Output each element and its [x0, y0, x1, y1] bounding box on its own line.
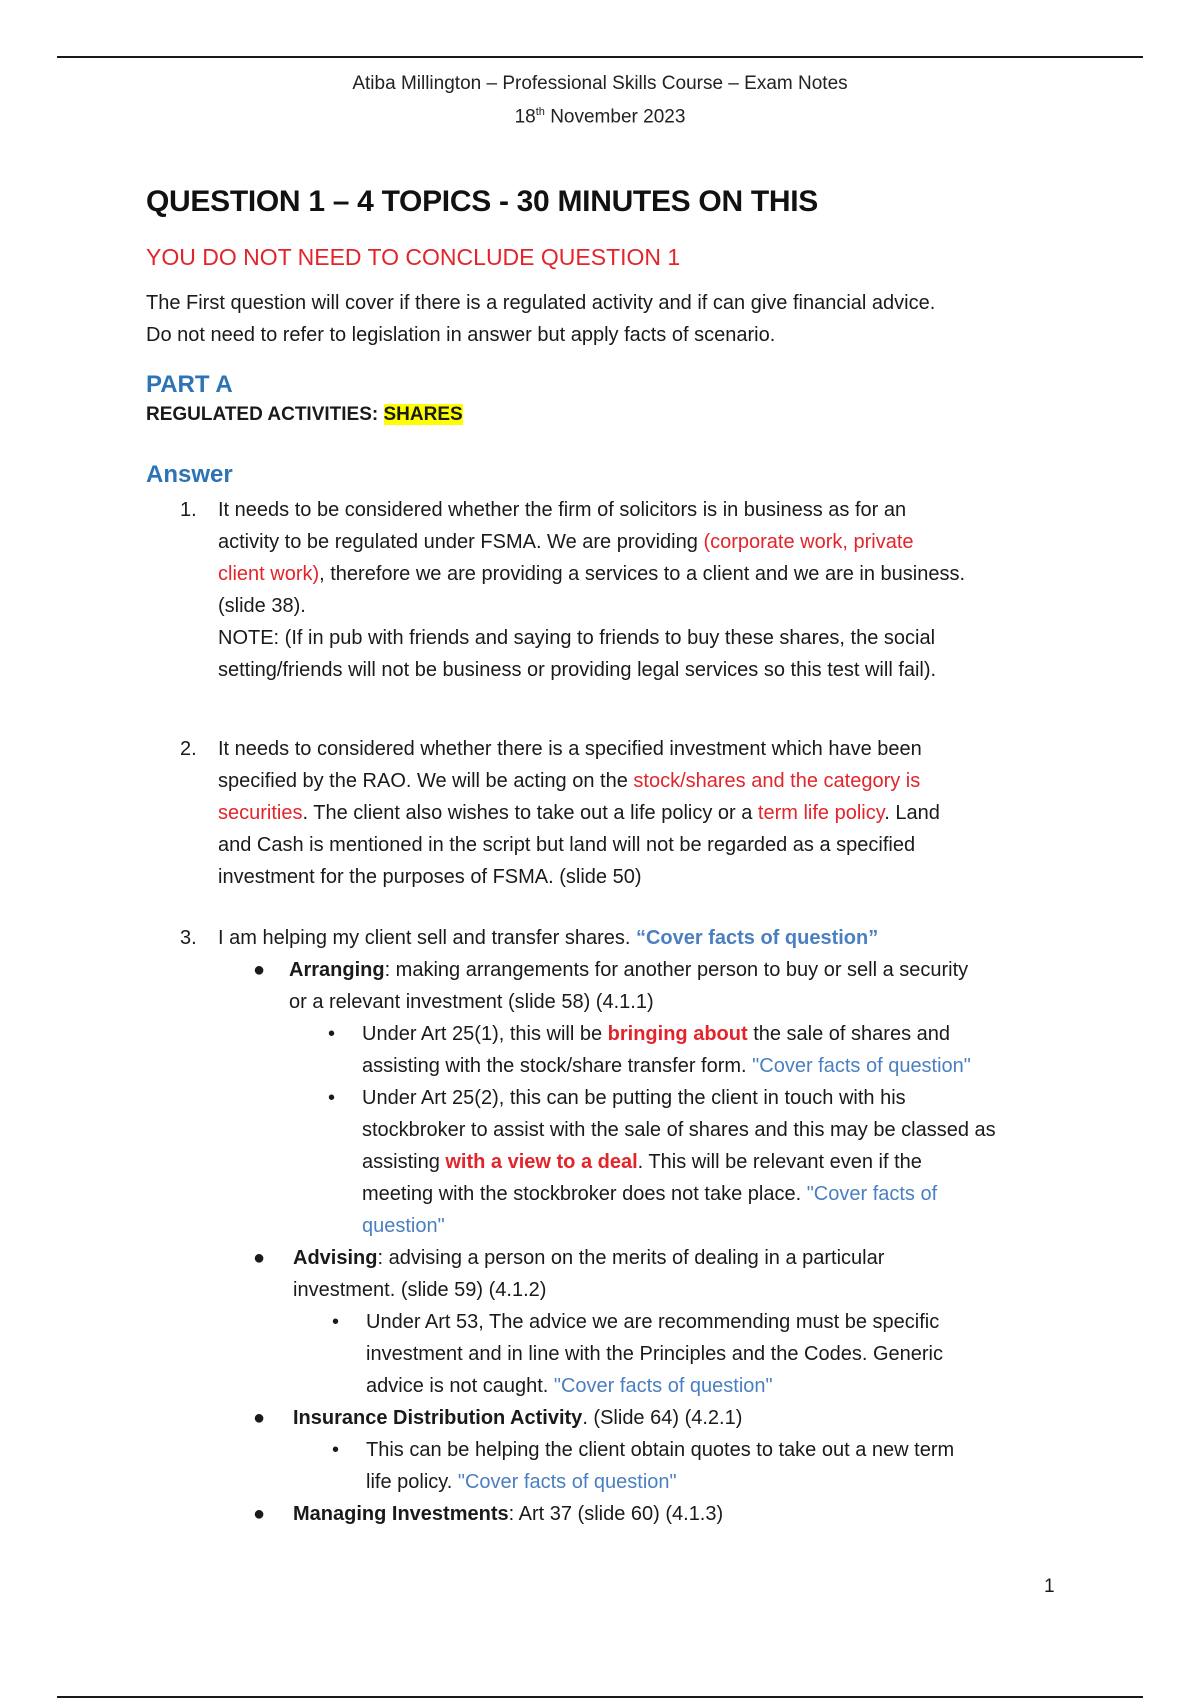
sub-bullet-insurance-quotes: • This can be helping the client obtain quotes to take out a new term life policy. "Cover facts of question"	[366, 1434, 1076, 1498]
red-subtitle: YOU DO NOT NEED TO CONCLUDE QUESTION 1	[146, 244, 681, 270]
list-item-1: 1. It needs to be considered whether the firm of solicitors is in business as for an activity to be regulated under FSMA. We are providing (corporate work, private client work), therefore we are providing a services to a client and we are in business. (slide 38). NOTE: (If in pub with friends and saying to friends to buy these shares, the social setting/friends will not be business or providing legal services so this test will fail).	[180, 499, 966, 681]
sub-bullet-art25-2: • Under Art 25(2), this can be putting the client in touch with his stockbroker to assist with the sale of shares and this may be classed as assisting with a view to a deal. This will be relevant even if the meeting with the stockbroker does not take place. "Cover facts of question"	[362, 1082, 1076, 1242]
top-rule	[57, 56, 1143, 58]
document-body	[146, 178, 1076, 1530]
bullet-managing: ● Managing Investments: Art 37 (slide 60) (4.1.3)	[293, 1498, 1076, 1530]
regulated-activities-heading: REGULATED ACTIVITIES: SHARES	[146, 404, 463, 425]
bullet-icon: ●	[253, 1247, 266, 1269]
bullet-icon: •	[332, 1439, 340, 1461]
intro-paragraph: The First question will cover if there is a regulated activity and if can give financial advice. Do not need to refer to legislation in answer but apply facts of scenario.	[146, 292, 936, 346]
bullet-insurance: ● Insurance Distribution Activity. (Slide 64) (4.2.1) • This can be helping the client obtain quotes to take out a new term life policy. "Cover facts of question"	[293, 1402, 1076, 1498]
bullet-icon: ●	[253, 1407, 266, 1429]
bullet-icon: •	[328, 1023, 336, 1045]
list-item-2: 2. It needs to considered whether there is a specified investment which have been specified by the RAO. We will be acting on the stock/shares and the category is securities. The client also wishes to take out a life policy or a term life policy. Land and Cash is mentioned in the script but land will not be regarded as a specified investment for the purposes of FSMA. (slide 50)	[180, 738, 940, 888]
header-date: 18th November 2023	[514, 106, 686, 128]
bullet-advising: ● Advising: advising a person on the merits of dealing in a particular investment. (slide 59) (4.1.2) • Under Art 53, The advice we are recommending must be specific investment and in line with the Principles and the Codes. Generic advice is not caught. "Cover facts of question"	[293, 1242, 1076, 1402]
bullet-arranging: ● Arranging: making arrangements for another person to buy or sell a security or a relevant investment (slide 58) (4.1.1) • Under Art 25(1), this will be bringing about the sale of shares and assisting with the stock/share transfer form. "Cover facts of question" • Under Art 25(2), this can be putting the client in touch with his stockbroker to assist with the sale of shares and this may be classed as assisting with a view to a deal. This will be relevant even if the meeting with the stockbroker does not take place. "Cover facts of question"	[289, 954, 1076, 1242]
shares-highlight: SHARES	[383, 404, 463, 425]
page-header	[0, 70, 1200, 131]
bullet-icon: ●	[253, 959, 266, 981]
list-item-3: 3. I am helping my client sell and transfer shares. “Cover facts of question” ● Arranging: making arrangements for another person to buy or sell a security or a relevant investment (slide 58) (4.1.1) • Under Art 25(1), this will be bringing about the sale of shares and assisting with the stock/share transfer form. "Cover facts of question" • Under Art 25(2), this can be putting the client in touch with his stockbroker to assist with the sale of shares and this may be classed as assisting with a view to a deal. This will be relevant even if the meeting with the stockbroker does not take place. "Cover facts of question" ● Advising: advising a person on the merits of dealing in a particular investment. (slide 59) (4.1.2) • Under Art 53, The advice we are recommending must be specific investment and in line with the Principles and the Codes. Generic advice is not caught. "Cover facts of question" ● Insurance Distribution Activity. (Slide 64) (4.2.1) • This can be helping the client obtain quotes to take out a new term life policy. "Cover facts of question" ● Managing Investments: Art 37 (slide 60) (4.1.3)	[218, 922, 1076, 1530]
page-title: QUESTION 1 – 4 TOPICS - 30 MINUTES ON THIS	[146, 185, 818, 218]
header-line-1: Atiba Millington – Professional Skills Course – Exam Notes	[352, 73, 848, 94]
part-a-heading: PART A	[146, 371, 233, 398]
answer-heading: Answer	[146, 461, 233, 488]
bottom-rule	[57, 1696, 1143, 1698]
sub-bullet-art53: • Under Art 53, The advice we are recommending must be specific investment and in line with the Principles and the Codes. Generic advice is not caught. "Cover facts of question"	[366, 1306, 1076, 1402]
page-number: 1	[1044, 1576, 1055, 1597]
bullet-icon: •	[328, 1087, 336, 1109]
bullet-icon: •	[332, 1311, 340, 1333]
bullet-icon: ●	[253, 1503, 266, 1525]
sub-bullet-art25-1: • Under Art 25(1), this will be bringing about the sale of shares and assisting with the stock/share transfer form. "Cover facts of question"	[362, 1018, 1076, 1082]
